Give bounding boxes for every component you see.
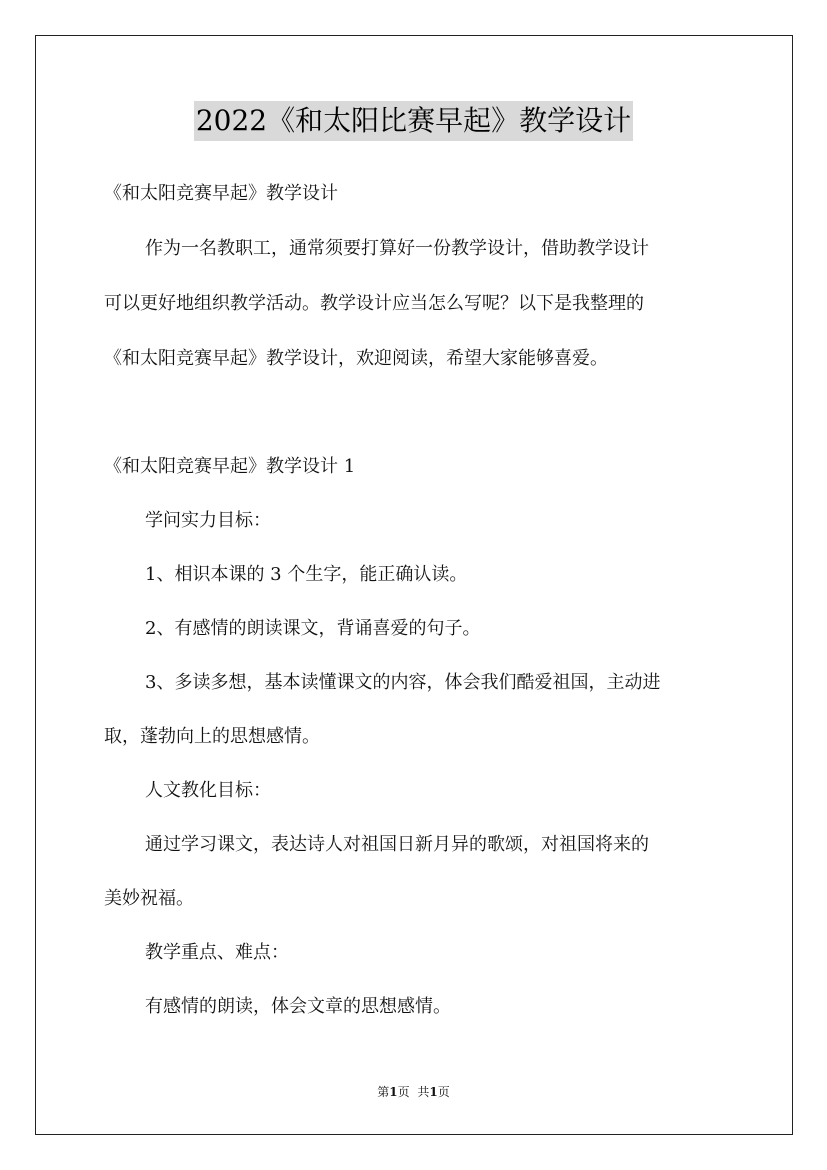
goals-label: 学问实力目标： xyxy=(145,510,271,531)
key-points-text: 有感情的朗读，体会文章的思想感情。 xyxy=(145,996,451,1017)
page-footer xyxy=(0,1084,827,1100)
goal-item-3-line-2: 取，蓬勃向上的思想感情。 xyxy=(104,726,320,747)
footer-page-prefix: 第 xyxy=(377,1085,390,1099)
key-points-label: 教学重点、难点： xyxy=(145,942,289,963)
goal-item-3-line-1: 3、多读多想，基本读懂课文的内容，体会我们酷爱祖国，主动进 xyxy=(145,672,661,693)
humanities-label: 人文教化目标： xyxy=(145,780,271,801)
footer-total-pages: 1 xyxy=(429,1085,438,1099)
intro-paragraph-line-1: 作为一名教职工，通常须要打算好一份教学设计，借助教学设计 xyxy=(145,238,649,259)
document-title: 2022《和太阳比赛早起》教学设计 xyxy=(194,101,633,141)
section-heading: 《和太阳竞赛早起》教学设计 1 xyxy=(104,456,356,477)
footer-page-suffix: 页 xyxy=(397,1085,410,1099)
goal-item-2: 2、有感情的朗读课文，背诵喜爱的句子。 xyxy=(145,618,481,639)
goal-item-1: 1、相识本课的 3 个生字，能正确认读。 xyxy=(145,564,468,585)
footer-page-number: 1 xyxy=(389,1085,398,1099)
footer-total-prefix: 共 xyxy=(417,1085,430,1099)
document-subtitle: 《和太阳竞赛早起》教学设计 xyxy=(104,183,338,204)
humanities-paragraph-line-2: 美妙祝福。 xyxy=(104,888,194,909)
intro-paragraph-line-2: 可以更好地组织教学活动。教学设计应当怎么写呢？以下是我整理的 xyxy=(104,293,644,314)
intro-paragraph-line-3: 《和太阳竞赛早起》教学设计，欢迎阅读，希望大家能够喜爱。 xyxy=(104,348,608,369)
footer-total-suffix: 页 xyxy=(437,1085,450,1099)
humanities-paragraph-line-1: 通过学习课文，表达诗人对祖国日新月异的歌颂，对祖国将来的 xyxy=(145,834,649,855)
title-container xyxy=(0,101,827,141)
